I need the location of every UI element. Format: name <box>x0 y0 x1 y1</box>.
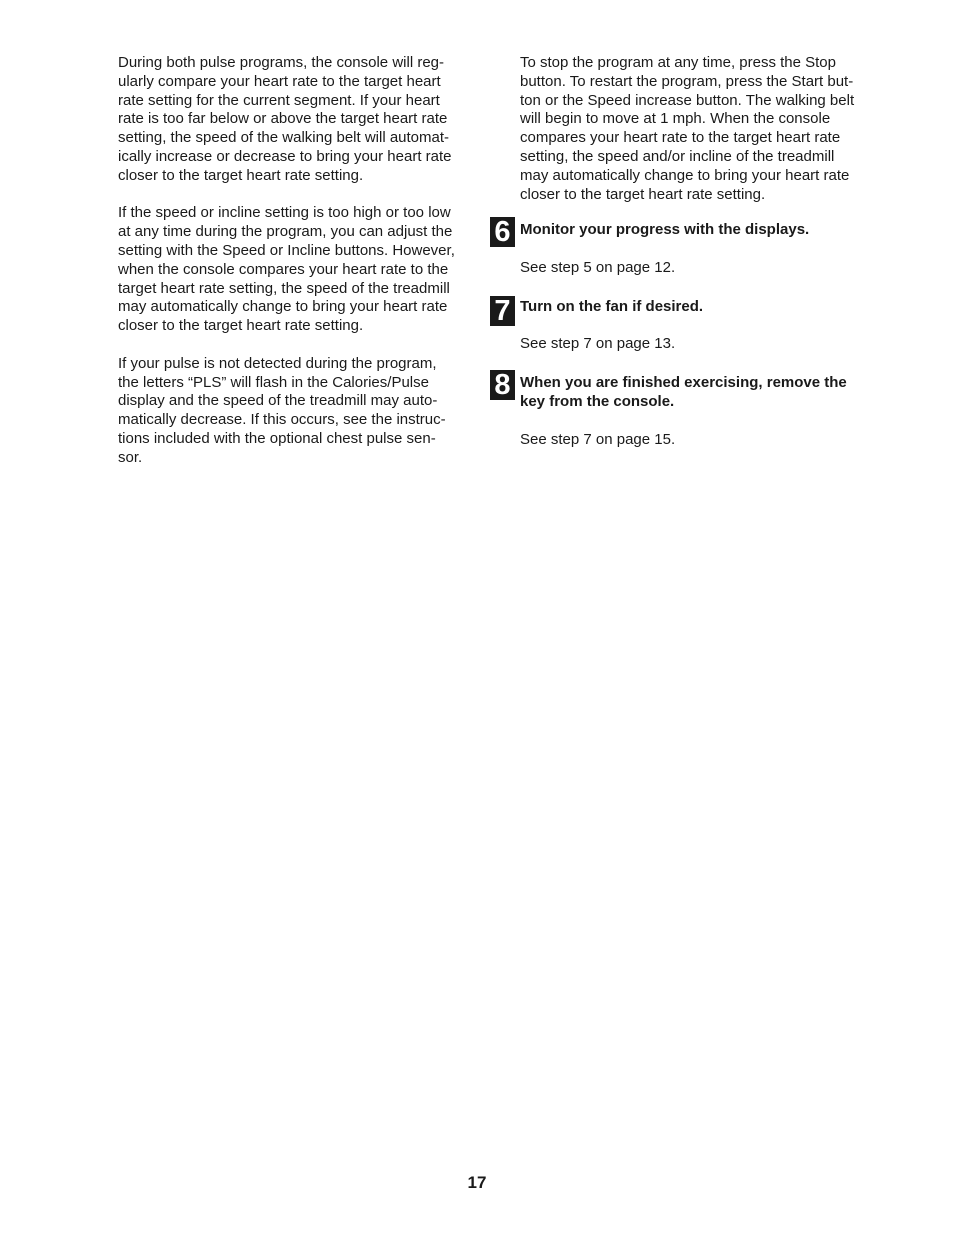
text-line: When you are finished exercising, remove the <box>520 374 847 392</box>
text-line: when the console compares your heart rate to the <box>118 260 449 278</box>
text-line: at any time during the program, you can adjust the <box>118 223 453 241</box>
text-line: If your pulse is not detected during the program, <box>118 354 437 372</box>
text-line: setting with the Speed or Incline buttons. However, <box>118 241 455 259</box>
paragraph-pulse-programs <box>118 54 478 186</box>
text-line: To stop the program at any time, press the Stop <box>520 54 836 71</box>
text-line: compares your heart rate to the target heart rate <box>520 129 841 147</box>
text-line: will begin to move at 1 mph. When the console <box>520 110 831 128</box>
text-line: button. To restart the program, press the Start but- <box>520 72 854 90</box>
text-line: closer to the target heart rate setting. <box>118 166 364 184</box>
text-line: matically decrease. If this occurs, see the instruc- <box>118 411 446 429</box>
text-line: ularly compare your heart rate to the target heart <box>118 72 441 90</box>
text-line: the letters “PLS” will flash in the Calories/Pulse <box>118 373 429 391</box>
text-line: sor. <box>118 448 143 466</box>
text-line: target heart rate setting, the speed of the treadmill <box>118 279 450 297</box>
left-column <box>118 54 478 486</box>
paragraph-adjust-settings <box>118 204 478 336</box>
step-reference: See step 5 on page 12. <box>520 258 676 276</box>
text-line: During both pulse programs, the console will reg- <box>118 54 444 71</box>
text-line: ically increase or decrease to bring your heart rate <box>118 147 452 165</box>
text-line: setting, the speed of the walking belt will automat- <box>118 129 450 147</box>
text-line: display and the speed of the treadmill may auto- <box>118 392 438 410</box>
step-title <box>520 298 880 317</box>
step-reference: See step 7 on page 13. <box>520 335 676 353</box>
step-title <box>520 221 880 240</box>
text-line: closer to the target heart rate setting. <box>520 185 766 203</box>
step-number-badge: 7 <box>490 296 515 326</box>
step-7 <box>494 294 880 354</box>
step-6 <box>494 216 880 277</box>
text-line: setting, the speed and/or incline of the treadmill <box>520 147 835 165</box>
text-line: rate setting for the current segment. If your heart <box>118 91 440 109</box>
text-line: closer to the target heart rate setting. <box>118 317 364 335</box>
text-line: key from the console. <box>520 392 675 410</box>
text-line: Monitor your progress with the displays. <box>520 221 810 239</box>
text-line: ton or the Speed increase button. The walking belt <box>520 91 855 109</box>
step-title <box>520 374 880 412</box>
paragraph-pulse-not-detected <box>118 355 478 468</box>
right-column <box>494 54 880 449</box>
step-number-badge: 8 <box>490 370 515 400</box>
page-number: 17 <box>467 1173 487 1192</box>
text-line: Turn on the fan if desired. <box>520 297 704 315</box>
step-reference: See step 7 on page 15. <box>520 430 676 448</box>
text-line: may automatically change to bring your heart rate <box>520 166 850 184</box>
paragraph-stop-program <box>520 54 880 204</box>
text-line: tions included with the optional chest pulse sen- <box>118 429 436 447</box>
text-line: rate is too far below or above the target heart rate <box>118 110 448 128</box>
text-line: may automatically change to bring your heart rate <box>118 298 448 316</box>
step-8 <box>494 369 880 449</box>
step-number-badge: 6 <box>490 217 515 247</box>
text-line: If the speed or incline setting is too high or too low <box>118 204 451 222</box>
